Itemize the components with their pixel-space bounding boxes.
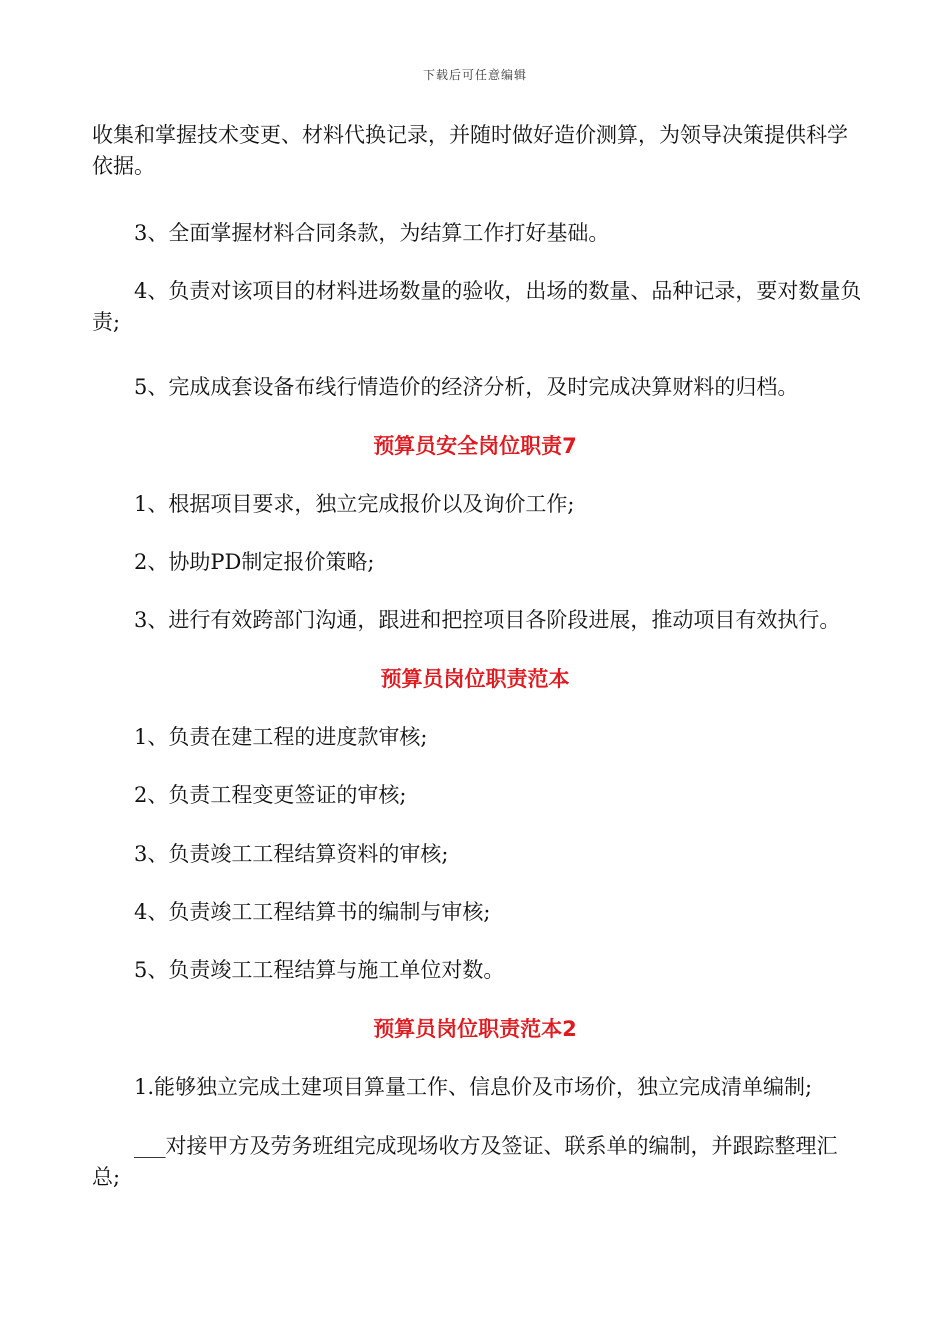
list-item: 2、协助PD制定报价策略; [134,550,375,574]
list-item: 1、根据项目要求，独立完成报价以及询价工作; [134,492,575,516]
paragraph-continuation: 收集和掌握技术变更、材料代换记录，并随时做好造价测算，为领导决策提供科学依据。 [92,123,848,178]
list-item: 5、完成成套设备布线行情造价的经济分析，及时完成决算财料的归档。 [134,375,799,399]
page-header: 下载后可任意编辑 [422,68,527,82]
list-item: 3、进行有效跨部门沟通，跟进和把控项目各阶段进展，推动项目有效执行。 [134,608,841,632]
list-item: 1.能够独立完成土建项目算量工作、信息价及市场价，独立完成清单编制; [134,1075,813,1099]
section-heading: 预算员岗位职责范本2 [373,1017,577,1041]
list-item: 4、负责竣工工程结算书的编制与审核; [134,900,491,924]
list-item: 5、负责竣工工程结算与施工单位对数。 [134,958,505,982]
section-heading: 预算员岗位职责范本 [380,667,570,691]
list-item: 4、负责对该项目的材料进场数量的验收，出场的数量、品种记录，要对数量负责; [92,279,862,334]
section-heading: 预算员安全岗位职责7 [373,434,577,458]
list-item: 3、负责竣工工程结算资料的审核; [134,842,449,866]
list-item: 3、全面掌握材料合同条款，为结算工作打好基础。 [134,221,610,245]
list-item: 2、负责工程变更签证的审核; [134,783,407,807]
list-item: 1、负责在建工程的进度款审核; [134,725,428,749]
list-item: ___对接甲方及劳务班组完成现场收方及签证、联系单的编制，并跟踪整理汇总; [92,1134,838,1189]
